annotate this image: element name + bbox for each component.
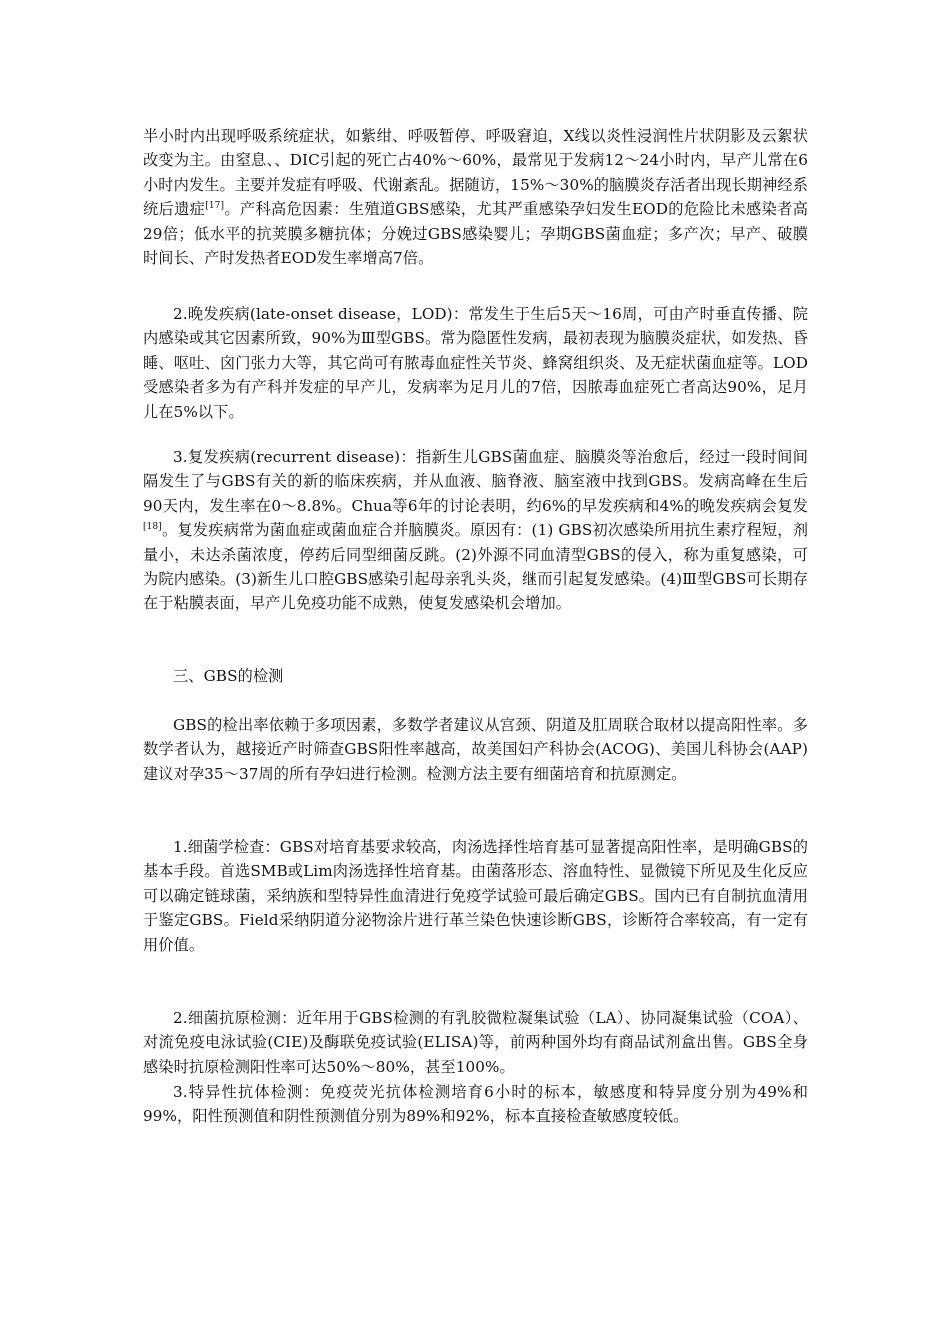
paragraph-text-after-citation: 。产科高危因素：生殖道GBS感染，尤其严重感染孕妇发生EOD的危险比未感染者高29倍；低水平的抗荚膜多糖抗体；分娩过GBS感染婴儿；孕期GBS菌血症；多产次；早产、破膜时间长、产时发热者EOD发生率增高7倍。 <box>143 200 809 268</box>
paragraph-text: 3.复发疾病(recurrent disease)：指新生儿GBS菌血症、脑膜炎等治愈后，经过一段时间间隔发生了与GBS有关的新的临床疾病，并从血液、脑脊液、脑室液中找到GBS。发病高峰在生后90天内，发生率在0～8.8%。Chua等6年的讨论表明，约6%的早发疾病和4%的晚发疾病会复发 <box>143 448 808 515</box>
paragraph-bacteriological-exam: 1.细菌学检查：GBS对培育基要求较高，肉汤选择性培育基可显著提高阳性率，是明确GBS的基本手段。首选SMB或Lim肉汤选择性培育基。由菌落形态、溶血特性、显微镜下所见及生化反应可以确定链球菌，采纳族和型特异性血清进行免疫学试验可最后确定GBS。国内已有自制抗血清用于鉴定GBS。Field采纳阴道分泌物涂片进行革兰染色快速诊断GBS，诊断符合率较高，有一定有用价值。 <box>143 838 808 954</box>
citation-17: [17] <box>205 201 225 212</box>
paragraph-antibody-detection: 3.特异性抗体检测：免疫荧光抗体检测培育6小时的标本，敏感度和特异度分别为49%和99%，阳性预测值和阴性预测值分别为89%和92%，标本直接检查敏感度较低。 <box>143 1083 808 1126</box>
paragraph-detection-intro: GBS的检出率依赖于多项因素，多数学者建议从宫颈、阴道及肛周联合取材以提高阳性率。多数学者认为，越接近产时筛查GBS阳性率越高，故美国妇产科协会(ACOG)、美国儿科协会(AAP)建议对孕35～37周的所有孕妇进行检测。检测方法主要有细菌培育和抗原测定。 <box>143 716 808 783</box>
section-heading-gbs-detection: 三、GBS的检测 <box>173 667 284 685</box>
paragraph-text-after-citation: 。复发疾病常为菌血症或菌血症合并脑膜炎。原因有：(1) GBS初次感染所用抗生素疗程短，剂量小，未达杀菌浓度，停药后同型细菌反跳。(2)外源不同血清型GBS的侵入，称为重复感染，可为院内感染。(3)新生儿口腔GBS感染引起母亲乳头炎，继而引起复发感染。(4)Ⅲ型GBS可长期存在于粘膜表面，早产儿免疫功能不成熟，使复发感染机会增加。 <box>143 521 808 613</box>
paragraph-late-onset-disease: 2.晚发疾病(late-onset disease，LOD)：常发生于生后5天～16周，可由产时垂直传播、院内感染或其它因素所致，90%为Ⅲ型GBS。常为隐匿性发病，最初表现为脑膜炎症状，如发热、昏睡、呕吐、囟门张力大等，其它尚可有脓毒血症性关节炎、蜂窝组织炎、及无症状菌血症等。LOD受感染者多为有产科并发症的早产儿，发病率为足月儿的7倍，因脓毒血症死亡者高达90%，足月儿在5%以下。 <box>143 305 808 421</box>
paragraph-antigen-detection: 2.细菌抗原检测：近年用于GBS检测的有乳胶微粒凝集试验（LA）、协同凝集试验（COA）、对流免疫电泳试验(CIE)及酶联免疫试验(ELISA)等，前两种国外均有商品试剂盒出售。GBS全身感染时抗原检测阳性率可达50%～80%，甚至100%。 <box>143 1009 808 1076</box>
citation-18: [18] <box>143 522 162 533</box>
paragraph-text: 半小时内出现呼吸系统症状，如紫绀、呼吸暂停、呼吸窘迫，X线以炎性浸润性片状阴影及云絮状改变为主。由窒息、、DIC引起的死亡占40%～60%，最常见于发病12～24小时内，早产儿常在6小时内发生。主要并发症有呼吸、代谢紊乱。据随访，15%～30%的脑膜炎存活者出现长期神经系统后遗症 <box>143 127 808 219</box>
paragraph-recurrent-disease <box>143 445 808 616</box>
paragraph-early-onset-continued <box>143 124 808 270</box>
